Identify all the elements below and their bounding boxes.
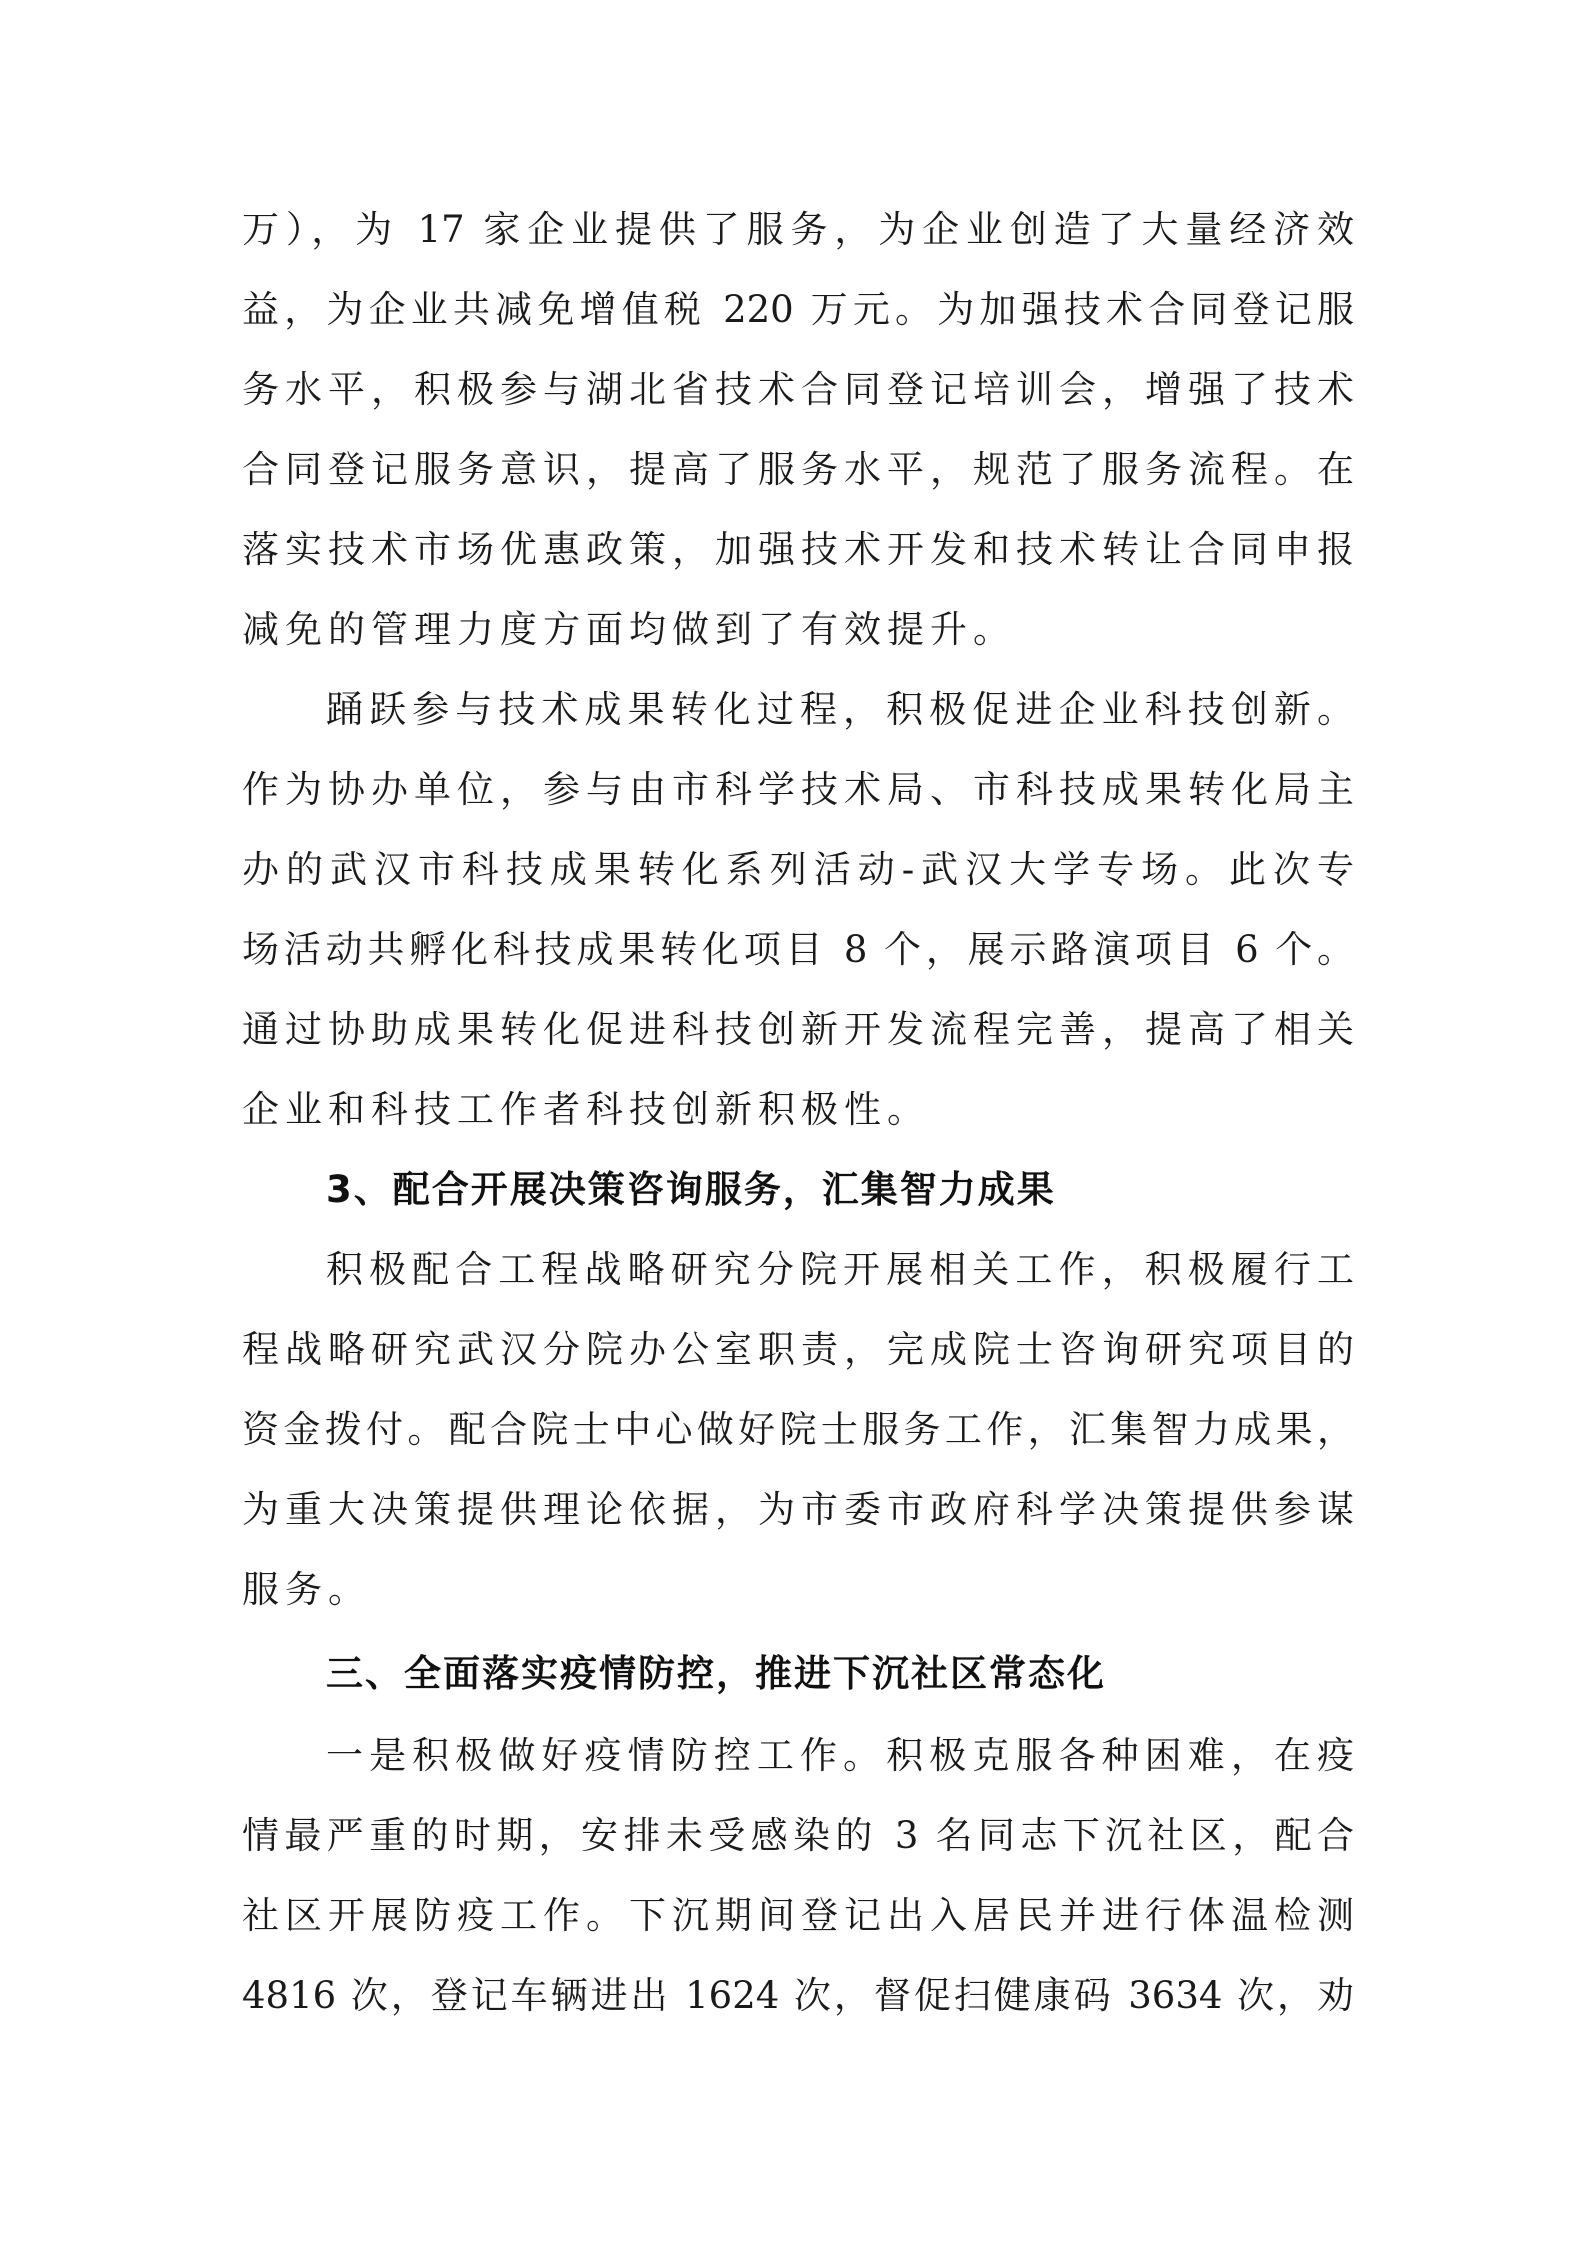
subsection-heading: 3、配合开展决策咨询服务，汇集智力成果 bbox=[326, 1168, 1056, 1211]
paragraph-line: 积极配合工程战略研究分院开展相关工作，积极履行工 bbox=[326, 1248, 1354, 1291]
paragraph-line: 合同登记服务意识，提高了服务水平，规范了服务流程。在 bbox=[242, 448, 1354, 491]
paragraph-line: 场活动共孵化科技成果转化项目 8 个，展示路演项目 6 个。 bbox=[242, 928, 1354, 971]
paragraph-line: 踊跃参与技术成果转化过程，积极促进企业科技创新。 bbox=[326, 688, 1354, 731]
paragraph-line: 情最严重的时期，安排未受感染的 3 名同志下沉社区，配合 bbox=[242, 1814, 1354, 1857]
paragraph-line: 办的武汉市科技成果转化系列活动-武汉大学专场。此次专 bbox=[242, 848, 1354, 891]
paragraph-line: 资金拨付。配合院士中心做好院士服务工作，汇集智力成果， bbox=[242, 1408, 1354, 1451]
paragraph-line: 企业和科技工作者科技创新积极性。 bbox=[242, 1088, 930, 1131]
paragraph-line: 4816 次，登记车辆进出 1624 次，督促扫健康码 3634 次，劝 bbox=[242, 1974, 1354, 2017]
paragraph-line: 作为协办单位，参与由市科学技术局、市科技成果转化局主 bbox=[242, 768, 1354, 811]
paragraph-line: 社区开展防疫工作。下沉期间登记出入居民并进行体温检测 bbox=[242, 1894, 1354, 1937]
paragraph-line: 服务。 bbox=[242, 1568, 371, 1611]
paragraph-line: 万），为 17 家企业提供了服务，为企业创造了大量经济效 bbox=[242, 208, 1354, 251]
paragraph-line: 程战略研究武汉分院办公室职责，完成院士咨询研究项目的 bbox=[242, 1328, 1354, 1371]
paragraph-line: 为重大决策提供理论依据，为市委市政府科学决策提供参谋 bbox=[242, 1488, 1354, 1531]
section-heading: 三、全面落实疫情防控，推进下沉社区常态化 bbox=[326, 1652, 1106, 1695]
paragraph-line: 落实技术市场优惠政策，加强技术开发和技术转让合同申报 bbox=[242, 528, 1354, 571]
paragraph-line: 益，为企业共减免增值税 220 万元。为加强技术合同登记服 bbox=[242, 288, 1354, 331]
paragraph-line: 减免的管理力度方面均做到了有效提升。 bbox=[242, 608, 1016, 651]
paragraph-line: 一是积极做好疫情防控工作。积极克服各种困难，在疫 bbox=[326, 1734, 1354, 1777]
paragraph-line: 通过协助成果转化促进科技创新开发流程完善，提高了相关 bbox=[242, 1008, 1354, 1051]
paragraph-line: 务水平，积极参与湖北省技术合同登记培训会，增强了技术 bbox=[242, 368, 1354, 411]
